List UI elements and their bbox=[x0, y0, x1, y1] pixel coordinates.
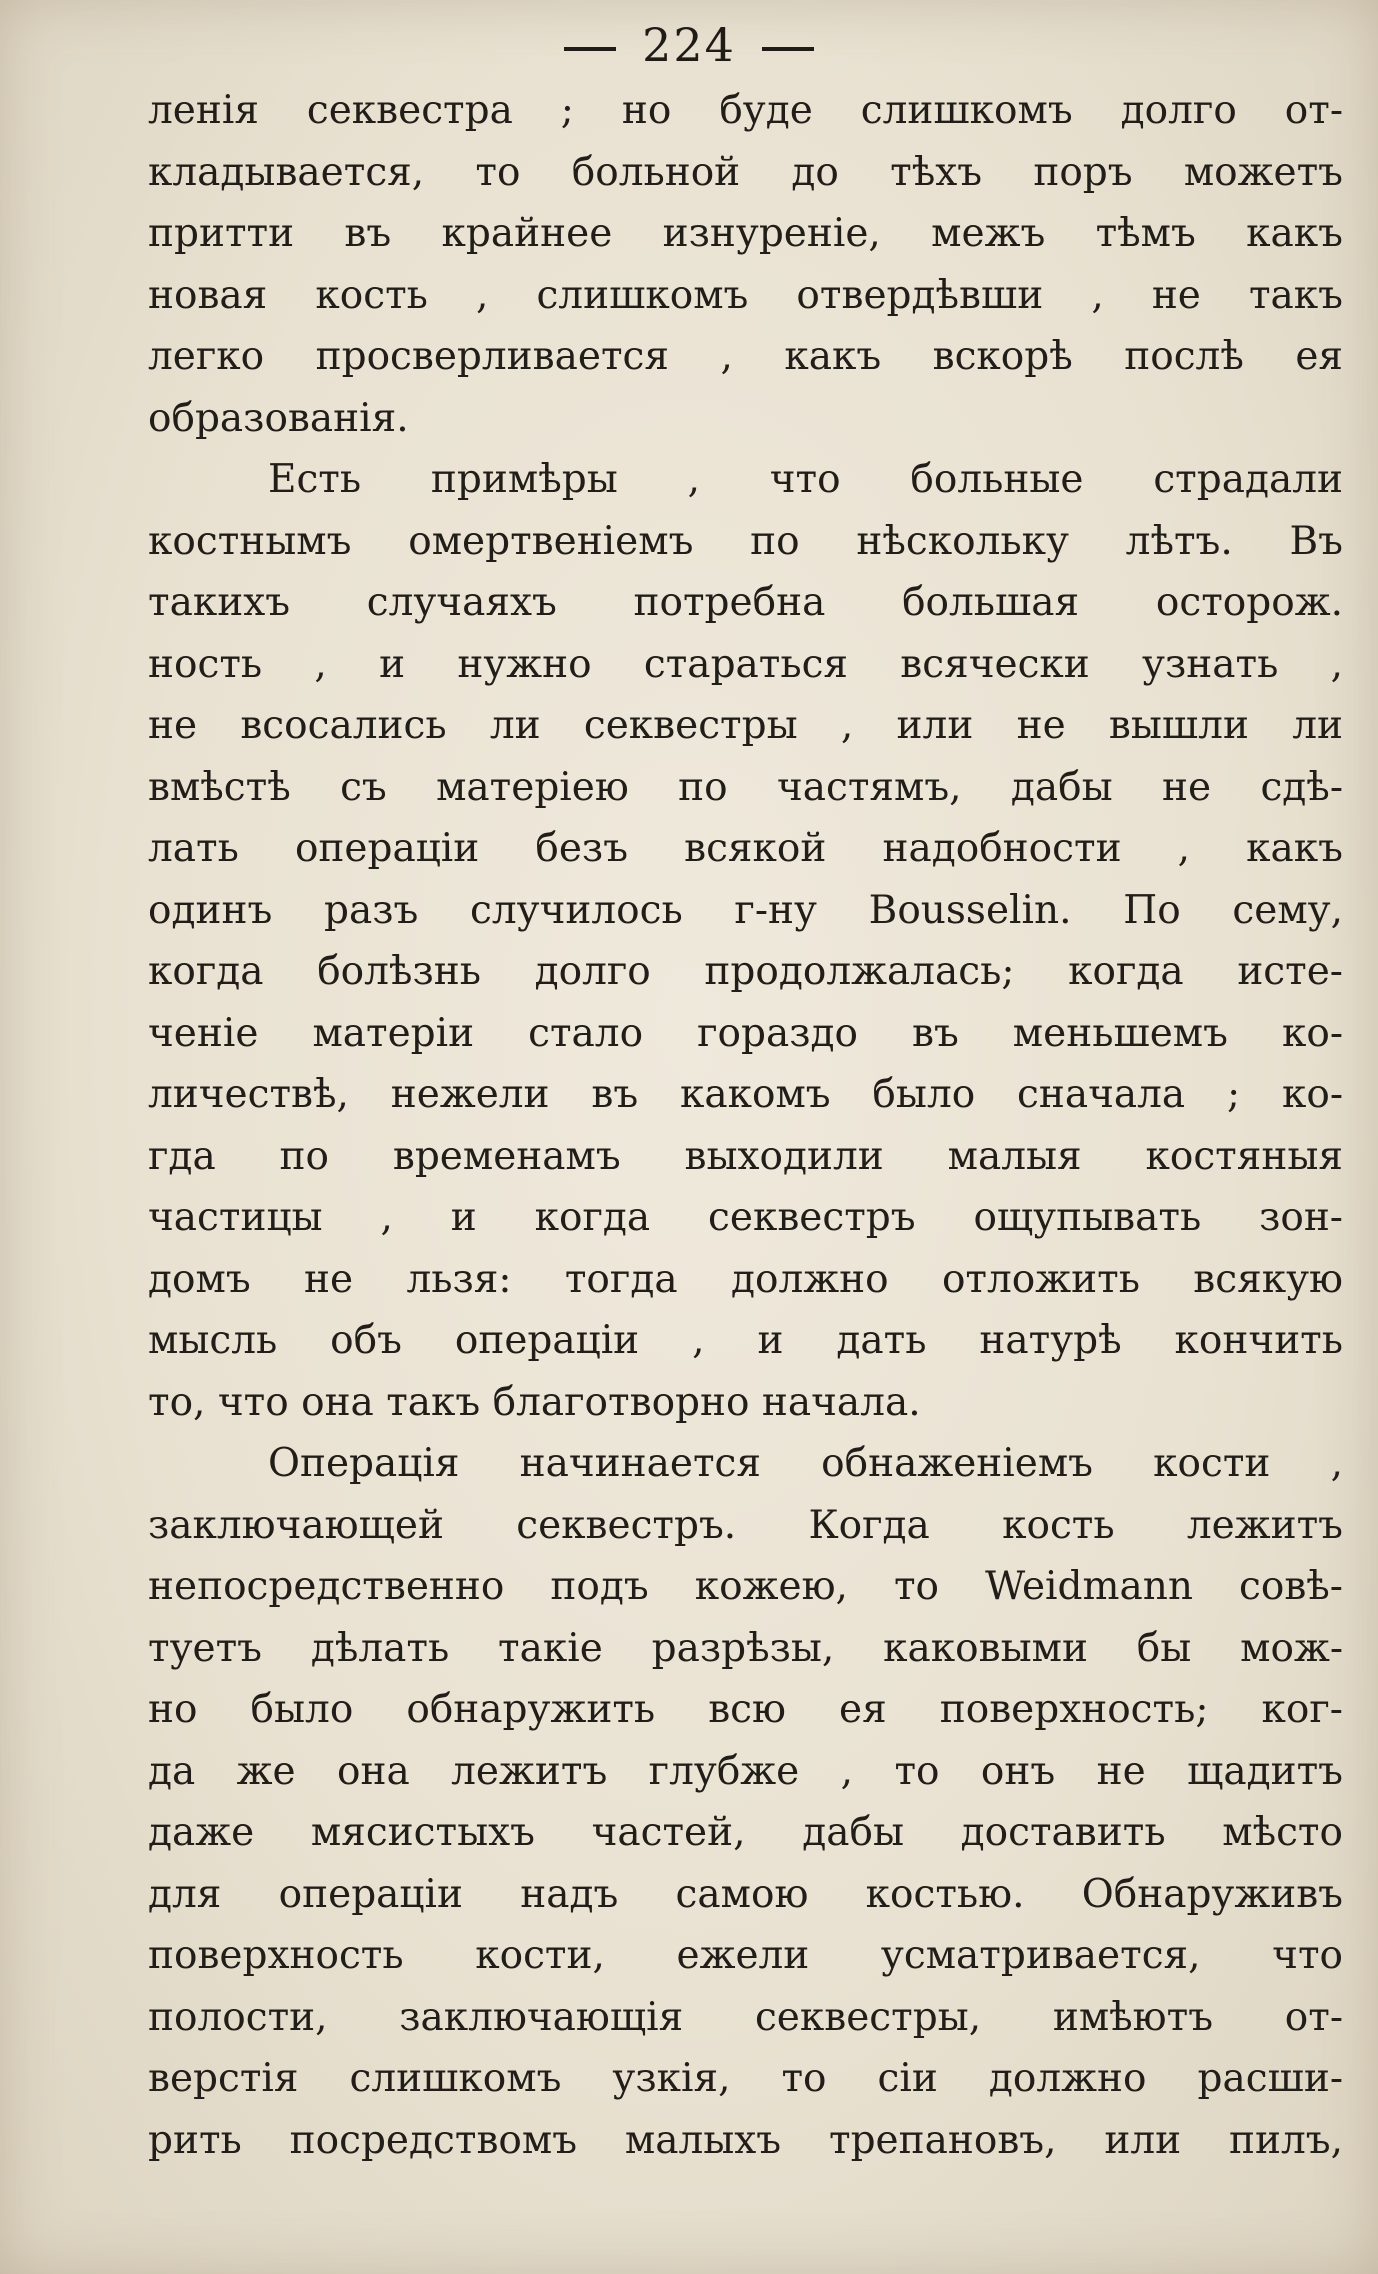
right-dash bbox=[762, 47, 814, 51]
text-line: да же она лежитъ глубже , то онъ не щадитъ bbox=[148, 1748, 1343, 1794]
text-line: полости, заключающія секвестры, имѣютъ от- bbox=[148, 1994, 1343, 2040]
text-line: вмѣстѣ съ матеріею по частямъ, дабы не сдѣ- bbox=[148, 764, 1343, 810]
text-line: такихъ случаяхъ потребна большая осторож. bbox=[148, 580, 1343, 625]
text-line: Операція начинается обнаженіемъ кости , bbox=[268, 1441, 1343, 1486]
text-line: легко просверливается , какъ вскорѣ послѣ ея bbox=[148, 334, 1343, 379]
text-line: мысль объ операціи , и дать натурѣ кончить bbox=[148, 1318, 1343, 1363]
text-line: непосредственно подъ кожею, то Weidmann совѣ- bbox=[148, 1564, 1343, 1609]
text-line: туетъ дѣлать такіе разрѣзы, каковыми бы мож- bbox=[148, 1625, 1343, 1671]
text-line: ность , и нужно стараться всячески узнать , bbox=[148, 641, 1343, 687]
text-line: рить посредствомъ малыхъ трепановъ, или пилъ, bbox=[148, 2117, 1343, 2163]
paragraph bbox=[148, 449, 1343, 1433]
paragraph bbox=[148, 80, 1343, 449]
text-line: для операціи надъ самою костью. Обнаруживъ bbox=[148, 1871, 1343, 1917]
text-line: домъ не льзя: тогда должно отложить всякую bbox=[148, 1256, 1343, 1302]
text-line: костнымъ омертвеніемъ по нѣскольку лѣтъ. Въ bbox=[148, 518, 1343, 564]
text-line: новая кость , слишкомъ отвердѣвши , не такъ bbox=[148, 272, 1343, 318]
text-line: Есть примѣры , что больные страдали bbox=[268, 457, 1343, 502]
text-line: кладывается, то больной до тѣхъ поръ можетъ bbox=[148, 149, 1343, 195]
text-line: даже мясистыхъ частей, дабы доставить мѣсто bbox=[148, 1810, 1343, 1855]
text-line: одинъ разъ случилось г-ну Bousselin. По сему, bbox=[148, 887, 1343, 933]
text-line: ченіе матеріи стало гораздо въ меньшемъ ко- bbox=[148, 1010, 1343, 1056]
page-number: 224 bbox=[642, 18, 736, 72]
text-line: лать операціи безъ всякой надобности , какъ bbox=[148, 826, 1343, 871]
text-line: гда по временамъ выходили малыя костяныя bbox=[148, 1133, 1343, 1179]
text-line: частицы , и когда секвестръ ощупывать зон- bbox=[148, 1195, 1343, 1240]
body-text bbox=[148, 80, 1343, 2171]
text-line: притти въ крайнее изнуреніе, межъ тѣмъ какъ bbox=[148, 211, 1343, 256]
left-dash bbox=[564, 47, 616, 51]
text-line: образованія. bbox=[148, 395, 409, 441]
text-line: когда болѣзнь долго продолжалась; когда исте- bbox=[148, 949, 1343, 994]
page-number-header bbox=[0, 18, 1378, 72]
text-line: заключающей секвестръ. Когда кость лежитъ bbox=[148, 1502, 1343, 1548]
text-line: не всосались ли секвестры , или не вышли ли bbox=[148, 703, 1343, 748]
paragraph bbox=[148, 1433, 1343, 2171]
text-line: поверхность кости, ежели усматривается, что bbox=[148, 1933, 1343, 1978]
text-line: но было обнаружить всю ея поверхность; ког- bbox=[148, 1687, 1343, 1732]
text-line: верстія слишкомъ узкія, то сіи должно расши- bbox=[148, 2056, 1343, 2101]
text-line: личествѣ, нежели въ какомъ было сначала ; ко- bbox=[148, 1072, 1343, 1117]
text-line: ленія секвестра ; но буде слишкомъ долго от- bbox=[148, 88, 1343, 133]
text-line: то, что она такъ благотворно начала. bbox=[148, 1379, 921, 1425]
